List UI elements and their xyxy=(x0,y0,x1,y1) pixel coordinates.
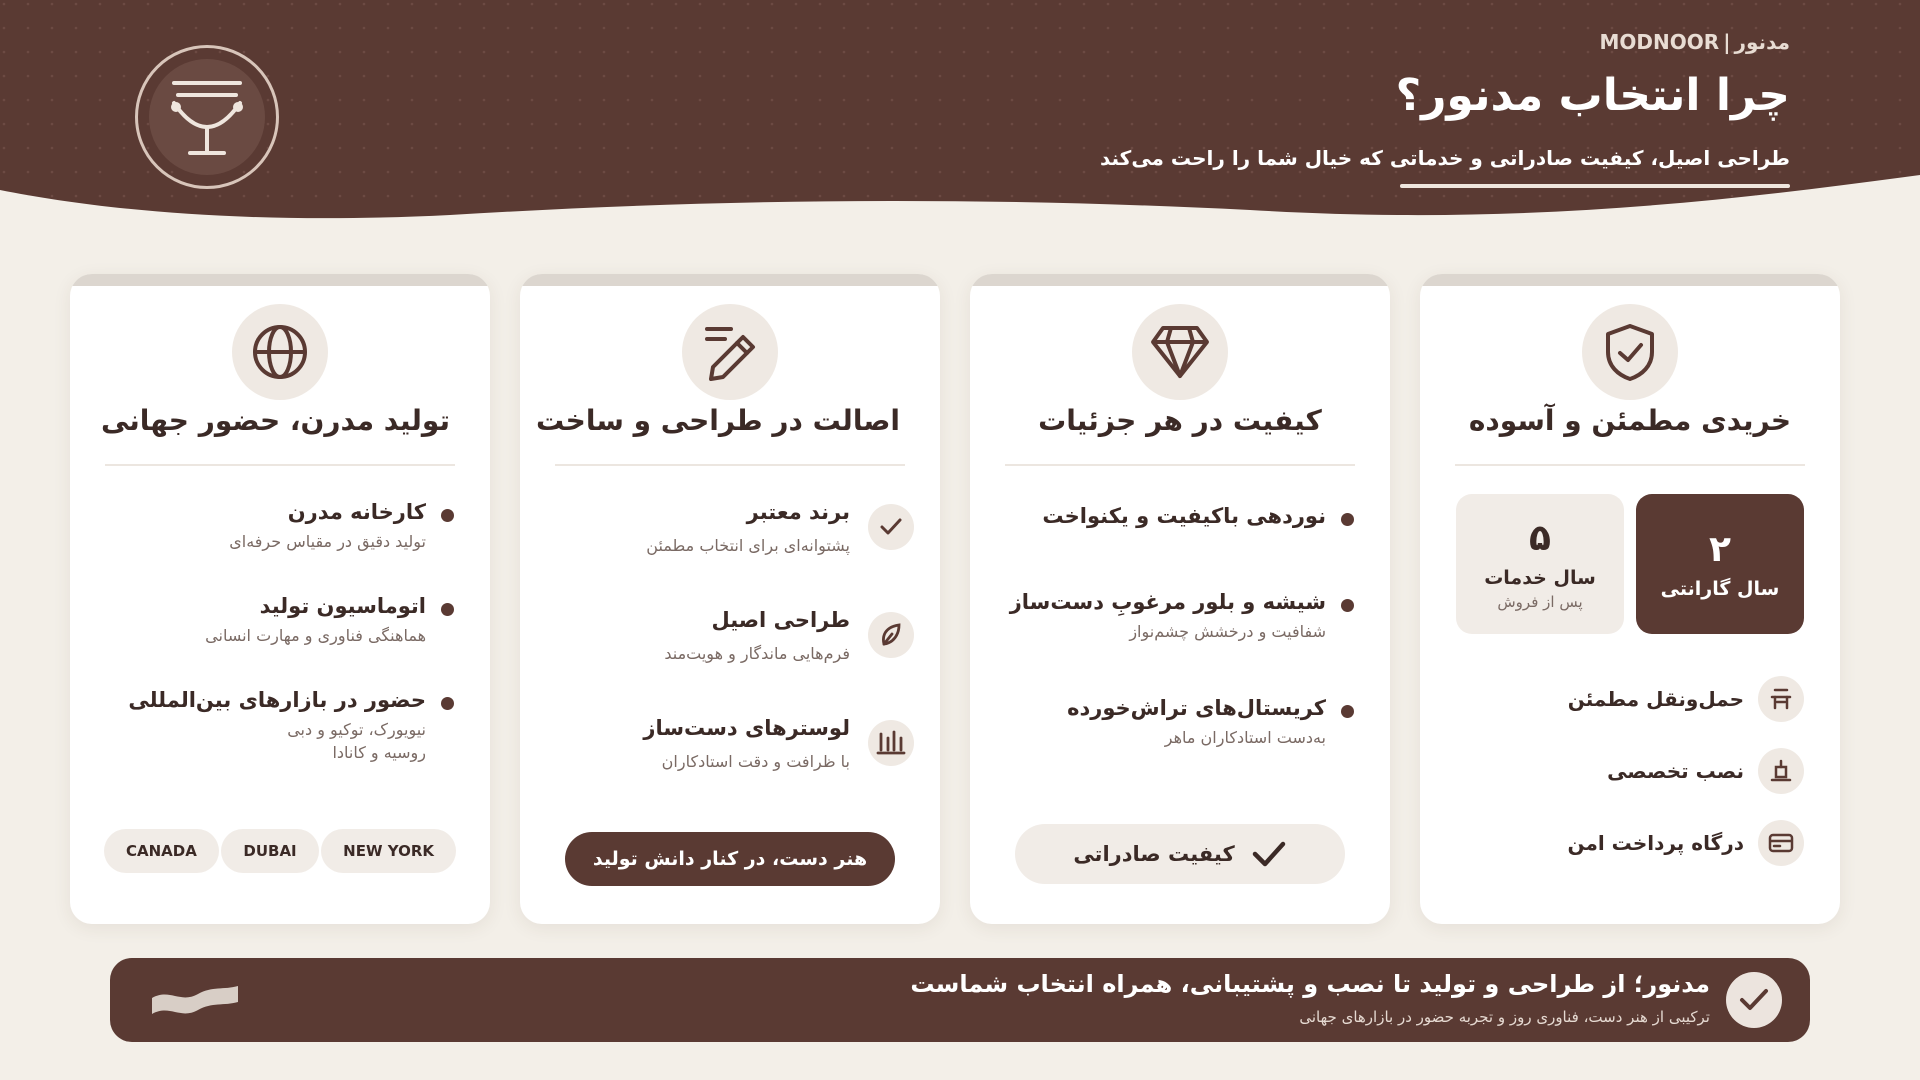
item-title: اتوماسیون تولید xyxy=(106,594,454,618)
card-global xyxy=(70,274,490,924)
item-title: نوردهی باکیفیت و یکنواخت xyxy=(1006,504,1354,528)
export-quality-badge xyxy=(1015,824,1345,884)
leaf-icon xyxy=(868,612,914,658)
card-topbar xyxy=(970,274,1390,286)
item-sub: فرم‌هایی ماندگار و هویت‌مند xyxy=(664,644,850,663)
install-icon xyxy=(1758,748,1804,794)
item-title: شیشه و بلور مرغوبِ دست‌ساز xyxy=(1006,590,1354,614)
chandelier-lines-icon xyxy=(868,720,914,766)
card-title: کیفیت در هر جزئیات xyxy=(1038,404,1322,437)
item-sub: شفافیت و درخشش چشم‌نواز xyxy=(1129,622,1326,641)
quality-item xyxy=(1006,504,1354,528)
card-quality xyxy=(970,274,1390,924)
design-cta-button[interactable]: هنر دست، در کنار دانش تولید xyxy=(565,832,895,886)
brand-separator: | xyxy=(1723,30,1731,54)
item-sub: پشتوانه‌ای برای انتخاب مطمئن xyxy=(646,536,850,555)
divider xyxy=(1005,464,1355,466)
item-title: لوسترهای دست‌ساز xyxy=(643,716,850,740)
footer-title: مدنور؛ از طراحی و تولید تا نصب و پشتیبانی، همراه انتخاب شماست xyxy=(910,970,1710,998)
item-sub: با ظرافت و دقت استادکاران xyxy=(661,752,850,771)
card-title: خریدی مطمئن و آسوده xyxy=(1468,404,1792,437)
city-tag: CANADA xyxy=(104,829,219,873)
check-icon xyxy=(1251,840,1287,868)
stats-group xyxy=(1456,494,1804,634)
design-item xyxy=(556,608,914,678)
item-title: کریستال‌های تراش‌خورده xyxy=(1006,696,1354,720)
brand-persian: مدنور xyxy=(1734,30,1790,54)
divider xyxy=(1455,464,1805,466)
wave-decoration-icon xyxy=(150,980,240,1020)
delivery-icon xyxy=(1758,676,1804,722)
item-title: کارخانه مدرن xyxy=(106,500,454,524)
card-design xyxy=(520,274,940,924)
stat-number: ۵ xyxy=(1529,518,1551,560)
brand-logo xyxy=(135,45,279,189)
badge-label: کیفیت صادراتی xyxy=(1073,842,1235,866)
global-item xyxy=(106,500,454,551)
global-item xyxy=(106,594,454,645)
item-sub: نیویورک، توکیو و دبی xyxy=(287,720,426,739)
chandelier-icon xyxy=(149,59,265,175)
globe-icon xyxy=(232,304,328,400)
card-icon xyxy=(1758,820,1804,866)
page-subtitle: طراحی اصیل، کیفیت صادراتی و خدماتی که خیال شما را راحت می‌کند xyxy=(1099,146,1790,170)
design-item xyxy=(556,716,914,786)
feature-label: حمل‌ونقل مطمئن xyxy=(1567,687,1744,711)
card-secure-purchase xyxy=(1420,274,1840,924)
quality-item xyxy=(1006,590,1354,641)
global-item xyxy=(106,688,454,762)
stat-number: ۲ xyxy=(1709,529,1731,571)
city-tags xyxy=(104,829,456,873)
item-sub: هماهنگی فناوری و مهارت انسانی xyxy=(205,626,426,645)
pencil-icon xyxy=(682,304,778,400)
city-tag: NEW YORK xyxy=(321,829,456,873)
card-title: اصالت در طراحی و ساخت xyxy=(536,404,900,437)
feature-install xyxy=(1456,746,1804,796)
city-tag: DUBAI xyxy=(221,829,318,873)
item-title: طراحی اصیل xyxy=(711,608,850,632)
check-icon xyxy=(1726,972,1782,1028)
item-sub: روسیه و کانادا xyxy=(332,743,426,762)
feature-label: نصب تخصصی xyxy=(1607,759,1744,783)
subtitle-underline xyxy=(1400,184,1790,188)
stat-after-sales xyxy=(1456,494,1624,634)
diamond-icon xyxy=(1132,304,1228,400)
card-topbar xyxy=(1420,274,1840,286)
divider xyxy=(105,464,455,466)
item-sub: تولید دقیق در مقیاس حرفه‌ای xyxy=(229,532,426,551)
footer-subtitle: ترکیبی از هنر دست، فناوری روز و تجربه حضور در بازارهای جهانی xyxy=(1299,1008,1710,1026)
check-icon xyxy=(868,504,914,550)
card-topbar xyxy=(70,274,490,286)
design-item xyxy=(556,500,914,570)
quality-item xyxy=(1006,696,1354,747)
shield-check-icon xyxy=(1582,304,1678,400)
feature-payment xyxy=(1456,818,1804,868)
stat-label: سال خدمات xyxy=(1484,566,1596,589)
page-title: چرا انتخاب مدنور؟ xyxy=(1395,70,1790,121)
stat-warranty xyxy=(1636,494,1804,634)
item-title: حضور در بازارهای بین‌المللی xyxy=(106,688,454,712)
item-title: برند معتبر xyxy=(746,500,850,524)
stat-sub: پس از فروش xyxy=(1497,592,1583,611)
card-title: تولید مدرن، حضور جهانی xyxy=(100,404,450,437)
card-topbar xyxy=(520,274,940,286)
feature-delivery xyxy=(1456,674,1804,724)
brand-tag xyxy=(1600,30,1790,54)
header xyxy=(0,0,1920,240)
feature-label: درگاه پرداخت امن xyxy=(1567,831,1744,855)
brand-latin: MODNOOR xyxy=(1599,30,1720,54)
item-sub: به‌دست استادکاران ماهر xyxy=(1164,728,1326,747)
footer-banner xyxy=(110,958,1810,1042)
divider xyxy=(555,464,905,466)
stat-label: سال گارانتی xyxy=(1660,577,1780,600)
